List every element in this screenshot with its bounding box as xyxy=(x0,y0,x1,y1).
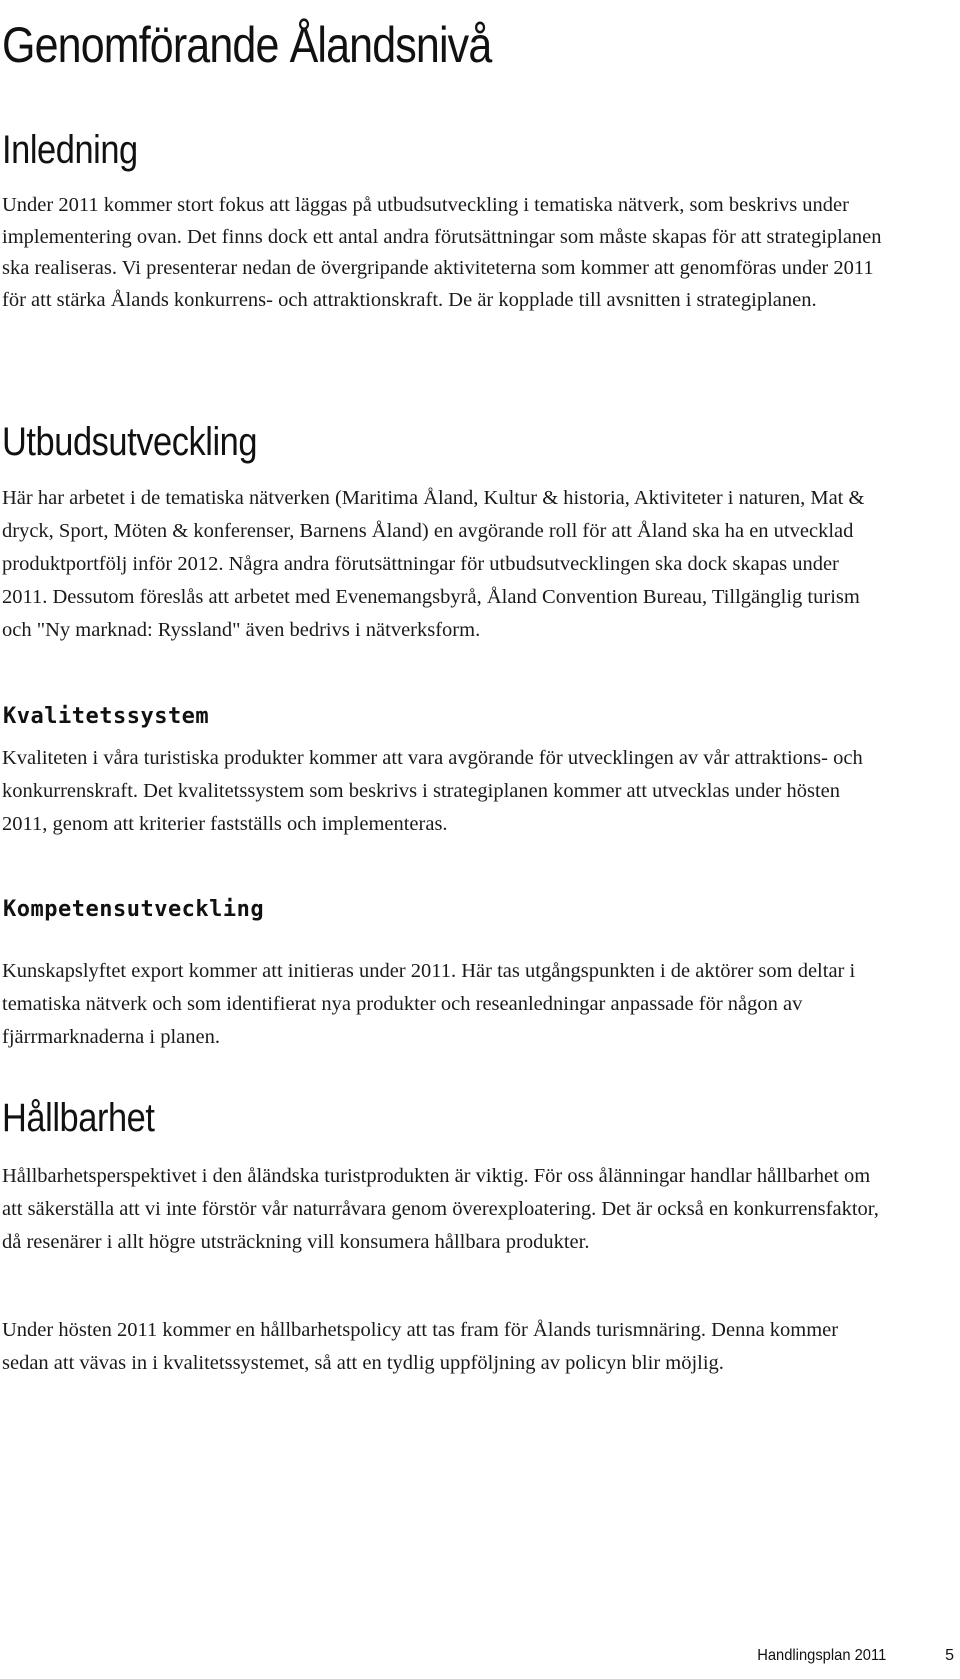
paragraph-kompetensutveckling: Kunskapslyftet export kommer att initieras under 2011. Här tas utgångspunkten i de aktörer som deltar i tematiska nätverk och som identifierat nya produkter och reseanledningar anpassade för någon av fjärrmarknaderna i planen. xyxy=(2,960,856,1048)
paragraph-utbudsutveckling: Här har arbetet i de tematiska nätverken (Maritima Åland, Kultur & historia, Aktiviteter i naturen, Mat & dryck, Sport, Möten & konferenser, Barnens Åland) en avgörande roll för att Åland ska ha en utvecklad produktportfölj inför 2012. Några andra förutsättningar för utbudsutvecklingen ska dock skapas under 2011. Dessutom föreslås att arbetet med Evenemangsbyrå, Åland Convention Bureau, Tillgänglig turism och "Ny marknad: Ryssland" även bedrivs i nätverksform. xyxy=(2,487,865,641)
paragraph-inledning: Under 2011 kommer stort fokus att läggas på utbudsutveckling i tematiska nätverk, som beskrivs under implementering ovan. Det finns dock ett antal andra förutsättningar som måste skapas för att strategiplanen ska realiseras. Vi presenterar nedan de övergripande aktiviteterna som kommer att genomföras under 2011 för att stärka Ålands konkurrens- och attraktionskraft. De är kopplade till avsnitten i strategiplanen. xyxy=(2,194,882,311)
paragraph-kvalitetssystem: Kvaliteten i våra turistiska produkter kommer att vara avgörande för utvecklingen av vår attraktions- och konkurrenskraft. Det kvalitetssystem som beskrivs i strategiplanen kommer att utvecklas under hösten 2011, genom att kriterier fastställs och implementeras. xyxy=(2,747,863,835)
paragraph-hallbarhet-1: Hållbarhetsperspektivet i den åländska turistprodukten är viktig. För oss ålänningar handlar hållbarhet om att säkerställa att vi inte förstör vår naturråvara genom överexploatering. Det är också en konkurrensfaktor, då resenärer i allt högre utsträckning vill konsumera hållbara produkter. xyxy=(2,1165,879,1253)
paragraph-hallbarhet-2: Under hösten 2011 kommer en hållbarhetspolicy att tas fram för Ålands turismnäring. Denna kommer sedan att vävas in i kvalitetssystemet, så att en tydlig uppföljning av policyn blir möjlig. xyxy=(2,1319,839,1374)
footer-page-number: 5 xyxy=(945,1647,954,1664)
page-title: Genomförande Ålandsnivå xyxy=(2,17,492,73)
section-heading-inledning: Inledning xyxy=(2,128,138,172)
section-heading-utbudsutveckling: Utbudsutveckling xyxy=(2,420,258,464)
section-heading-kompetensutveckling: Kompetensutveckling xyxy=(3,897,265,922)
section-heading-hallbarhet: Hållbarhet xyxy=(2,1096,155,1140)
section-heading-kvalitetssystem: Kvalitetssystem xyxy=(3,704,210,729)
footer-document-name: Handlingsplan 2011 xyxy=(756,1647,886,1664)
page-footer xyxy=(660,1644,960,1668)
